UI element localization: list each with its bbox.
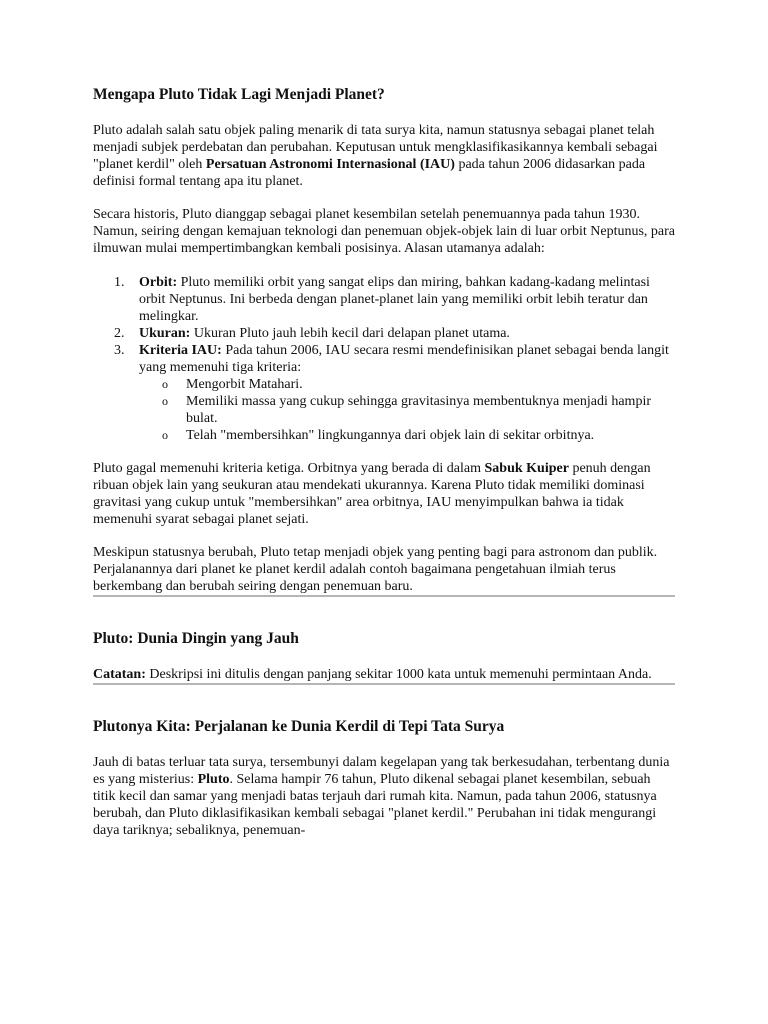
list-term: Kriteria IAU: <box>139 343 222 358</box>
document-content <box>93 84 675 839</box>
note-paragraph: Catatan: Deskripsi ini ditulis dengan panjang sekitar 1000 kata untuk memenuhi permintaan Anda. <box>93 667 652 682</box>
list-item: 1. Orbit: Pluto memiliki orbit yang sangat elips dan miring, bahkan kadang-kadang melintasi orbit Neptunus. Ini berbeda dengan planet-planet lain yang memiliki orbit lebih teratur dan melingkar. <box>114 275 650 324</box>
section-title: Plutonya Kita: Perjalanan ke Dunia Kerdil di Tepi Tata Surya <box>93 718 505 735</box>
bullet-icon: o <box>162 428 168 442</box>
conclusion-paragraph: Meskipun statusnya berubah, Pluto tetap menjadi objek yang penting bagi para astronom dan publik. Perjalanannya dari planet ke planet kerdil adalah contoh bagaimana pengetahuan ilmiah terus berkembang dan berubah seiring dengan penemuan baru. <box>93 545 658 594</box>
body-paragraph: Jauh di batas terluar tata surya, tersembunyi dalam kegelapan yang tak berkesudahan, terbentang dunia es yang misterius: Pluto. Selama hampir 76 tahun, Pluto dikenal sebagai planet kesembilan, sebuah titik kecil dan samar yang menjadi batas terjauh dari rumah kita. Namun, pada tahun 2006, statusnya berubah, dan Pluto diklasifikasikan kembali sebagai "planet kerdil." Perubahan ini tidak mengurangi daya tariknya; sebaliknya, penemuan- <box>93 755 670 838</box>
list-item: 2. Ukuran: Ukuran Pluto jauh lebih kecil dari delapan planet utama. <box>114 326 510 341</box>
note-label: Catatan: <box>93 667 146 682</box>
kuiper-paragraph: Pluto gagal memenuhi kriteria ketiga. Orbitnya yang berada di dalam Sabuk Kuiper penuh dengan ribuan objek lain yang seukuran atau mendekati ukurannya. Karena Pluto tidak memiliki dominasi gravitasi yang cukup untuk "membersihkan" area orbitnya, IAU menyimpulkan bahwa ia tidak memenuhi syarat sebagai planet sejati. <box>93 461 651 527</box>
section-title: Pluto: Dunia Dingin yang Jauh <box>93 630 299 647</box>
history-paragraph: Secara historis, Pluto dianggap sebagai planet kesembilan setelah penemuannya pada tahun 1930. Namun, seiring dengan kemajuan teknologi dan penemuan objek-objek lain di luar orbit Neptunus, para ilmuwan mulai mempertimbangkan kembali posisinya. Alasan utamanya adalah: <box>93 207 676 256</box>
horizontal-divider <box>93 595 675 597</box>
bold-term: Pluto <box>197 772 230 787</box>
sub-list-item: o Memiliki massa yang cukup sehingga gravitasinya membentuknya menjadi hampir bulat. <box>162 394 652 426</box>
section-title: Mengapa Pluto Tidak Lagi Menjadi Planet? <box>93 86 385 103</box>
criteria-list <box>139 376 675 444</box>
bold-term: Persatuan Astronomi Internasional (IAU) <box>205 157 455 172</box>
intro-paragraph: Pluto adalah salah satu objek paling menarik di tata surya kita, namun statusnya sebagai planet telah menjadi subjek perdebatan dan perubahan. Keputusan untuk mengklasifikasikannya kembali sebagai "planet kerdil" oleh Persatuan Astronomi Internasional (IAU) pada tahun 2006 didasarkan pada definisi formal tentang apa itu planet. <box>93 123 658 189</box>
bullet-icon: o <box>162 394 168 408</box>
bold-term: Sabuk Kuiper <box>484 461 569 476</box>
list-item: 3. Kriteria IAU: Pada tahun 2006, IAU secara resmi mendefinisikan planet sebagai benda langit yang memenuhi tiga kriteria: o Mengorbit Matahari. o Memiliki massa yang cukup sehingga gravitasinya membentuknya menjadi hampir bulat. o Telah "membersihkan" lingkungannya dari objek lain di sekitar orbitnya. <box>93 342 675 444</box>
list-term: Orbit: <box>139 275 178 290</box>
sub-list-item: o Mengorbit Matahari. <box>162 377 303 392</box>
bullet-icon: o <box>162 377 168 391</box>
reasons-list <box>93 274 675 444</box>
horizontal-divider <box>93 683 675 685</box>
sub-list-item: o Telah "membersihkan" lingkungannya dari objek lain di sekitar orbitnya. <box>162 428 595 443</box>
list-term: Ukuran: <box>139 326 191 341</box>
